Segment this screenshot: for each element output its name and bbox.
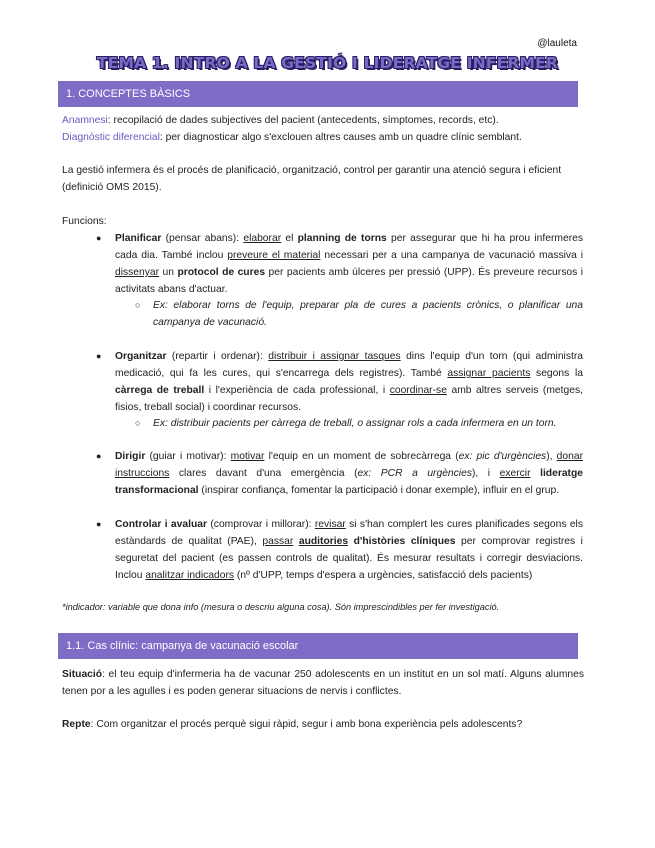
paragraph-situacio [62,666,584,700]
text: càrrega de treball [115,385,205,396]
text: planning de torns [297,233,387,244]
text: lideratge transformacional [115,468,583,496]
text: (nº d'UPP, temps d'espera a urgències, satisfacció dels pacients) [234,570,533,581]
text: si s'han complert les cures planificades segons els estàndards de qualitat (PAE), [115,519,583,547]
text: revisar [314,519,346,530]
section-heading-conceptes: 1. CONCEPTES BÀSICS [58,81,578,107]
text: ), [546,451,557,462]
text: ), i [471,468,500,479]
text: donar instruccions [115,451,583,479]
text: : Com organitzar el procés perquè sigui ràpid, segur i amb bona experiència pels adolescents? [90,719,523,730]
text: assignar pacients [447,368,531,379]
text: (inspirar confiança, fomentar la participació i donar exemple), influir en el grup. [198,485,560,496]
text [531,468,541,479]
text: preveure el material [227,250,321,261]
text: passar [262,536,294,547]
text: clares davant d'una emergència ( [169,468,358,479]
function-name: Controlar i avaluar [115,519,207,530]
note-indicador: *indicador: variable que dona info (mesura o descriu alguna cosa). Són imprescindibles per fer investigació. [62,602,500,612]
label-funcions: Funcions: [62,216,107,227]
function-name: Planificar [115,233,162,244]
term-anamnesi: Anamnesi [62,115,108,126]
text: analitzar indicadors [145,570,235,581]
text: protocol de cures [177,267,266,278]
text: per pacients amb úlceres per pressió (UPP). És preveure recursos i activitats abans d'actuar. [115,267,583,295]
definition-anamnesi [62,112,584,129]
text: (comprovar i millorar): [207,519,315,530]
bullet-icon: ● [96,451,102,461]
text: el [281,233,298,244]
bullet-icon: ● [96,519,102,529]
text: : el teu equip d'infermeria ha de vacunar 250 adolescents en un institut en un sol matí. Alguns alumnes tenen por a les agulles i es poden generar situacions de nervis i conflictes. [62,669,584,697]
function-planificar [115,230,583,298]
text: per assegurar que hi ha prou infermeres cada dia. També inclou [115,233,583,261]
term-situacio: Situació [62,669,103,680]
text: dins l'equip d'un torn (qui administra medicació, qui fa les cures, qui s'encarrega dels registres). També [115,351,583,379]
function-name: Dirigir [115,451,146,462]
bullet-icon: ● [96,351,102,361]
paragraph-repte [62,716,584,733]
text: per comprovar registres i seguretat del pacient (es passen controls de qualitat). És mesurar resultats i corregir desviacions. Inclou [115,536,583,581]
definition-diagnostic [62,129,584,146]
text: necessari per a una campanya de vacunació massiva i [320,250,584,261]
text: (repartir i ordenar): [166,351,269,362]
function-dirigir [115,448,583,499]
paragraph-gestio: La gestió infermera és el procés de planificació, organització, control per garantir una atenció segura i eficient (definició OMS 2015). [62,165,562,193]
text: elaborar [243,233,282,244]
text: i l'experiència de cada professional, i [204,385,390,396]
text: coordinar-se [389,385,447,396]
text: dissenyar [115,267,160,278]
term-diagnostic: Diagnòstic diferencial [62,132,160,143]
text: amb altres serveis (metges, fisios, treball social) i coordinar recursos. [115,385,583,413]
text: motivar [230,451,265,462]
example-organitzar: Ex: distribuir pacients per càrrega de treball, o assignar rols a cada infermera en un torn. [153,418,557,429]
function-controlar [115,516,583,584]
def-anamnesi: : recopilació de dades subjectives del pacient (antecedents, símptomes, records, etc). [107,115,499,126]
text: l'equip en un moment de sobrecàrrega ( [264,451,459,462]
text: segons la [530,368,583,379]
sub-bullet-icon: ○ [135,300,141,310]
function-name: Organitzar [115,351,167,362]
text: (guiar i motivar): [145,451,231,462]
author-handle: @lauleta [537,38,577,49]
section-heading-cas-clinic: 1.1. Cas clínic: campanya de vacunació escolar [58,633,578,659]
def-diagnostic: : per diagnosticar algo s'exclouen altres causes amb un quadre clínic semblant. [159,132,522,143]
page-title: TEMA 1. INTRO A LA GESTIÓ I LIDERATGE INFERMER [96,54,559,72]
text: exercir [499,468,531,479]
bullet-icon: ● [96,233,102,243]
example-planificar: Ex: elaborar torns de l'equip, preparar pla de cures a pacients crònics, o planificar una campanya de vacunació. [153,300,583,328]
text: auditories [298,536,349,547]
text: ex: pic d'urgències [458,451,547,462]
sub-bullet-icon: ○ [135,418,141,428]
text: un [159,267,178,278]
text: (pensar abans): [161,233,244,244]
text: ex: PCR a urgències [357,468,472,479]
function-organitzar [115,348,583,416]
text: distribuir i assignar tasques [268,351,401,362]
term-repte: Repte [62,719,91,730]
text: d'històries clíniques [353,536,456,547]
